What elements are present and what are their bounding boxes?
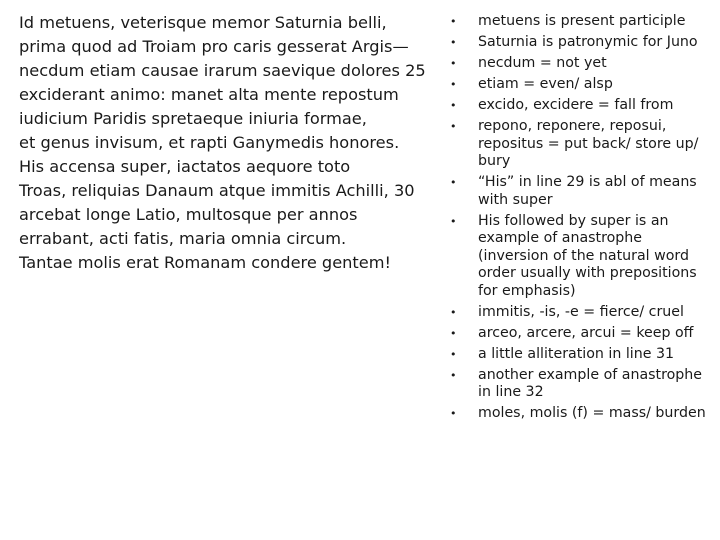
note-line: necdum = not yet (478, 55, 607, 71)
bullet-icon: • (450, 15, 457, 28)
bullet-icon: • (450, 99, 457, 112)
note-item (447, 325, 715, 343)
note-line: metuens is present participle (478, 13, 686, 29)
latin-line: iudicium Paridis spretaeque iniuria formae, (19, 109, 367, 128)
bullet-icon: • (450, 120, 457, 133)
latin-line: necdum etiam causae irarum saevique dolores 25 (19, 61, 426, 80)
latin-line: errabant, acti fatis, maria omnia circum. (19, 229, 347, 248)
note-item (447, 213, 715, 301)
note-line: repono, reponere, reposui, (478, 118, 667, 134)
note-item (447, 13, 715, 31)
note-line: example of anastrophe (478, 230, 643, 246)
latin-line: His accensa super, iactatos aequore toto (19, 157, 351, 176)
bullet-icon: • (450, 78, 457, 91)
note-line: with super (478, 191, 553, 208)
bullet-icon: • (450, 368, 457, 382)
note-item (447, 34, 715, 52)
note-line: arceo, arcere, arcui = keep off (478, 324, 694, 341)
bullet-icon: • (450, 36, 457, 49)
bullet-icon: • (450, 407, 457, 420)
notes-list (447, 13, 715, 426)
latin-line: Troas, reliquias Danaum atque immitis Achilli, 30 (19, 181, 415, 200)
note-line: another example of anastrophe (478, 366, 703, 383)
bullet-icon: • (450, 347, 457, 361)
bullet-icon: • (450, 57, 457, 70)
note-item (447, 55, 715, 73)
bullet-icon: • (450, 214, 457, 228)
latin-passage (19, 11, 426, 275)
note-item (447, 346, 715, 364)
note-line: in line 32 (478, 384, 544, 400)
latin-line: Id metuens, veterisque memor Saturnia belli, (19, 13, 387, 32)
note-item (447, 405, 715, 423)
bullet-icon: • (450, 326, 457, 340)
note-line: bury (478, 153, 511, 169)
latin-line: Tantae molis erat Romanam condere gentem! (19, 253, 391, 272)
latin-line: arcebat longe Latio, multosque per annos (19, 205, 358, 224)
note-line: order usually with prepositions (478, 265, 697, 281)
note-line: Saturnia is patronymic for Juno (478, 34, 698, 50)
note-line: immitis, -is, -e = fierce/ cruel (478, 303, 684, 320)
note-line: etiam = even/ alsp (478, 76, 613, 92)
latin-line: exciderant animo: manet alta mente repostum (19, 85, 399, 104)
note-item (447, 367, 715, 402)
note-line: moles, molis (f) = mass/ burden (478, 405, 706, 421)
latin-line: et genus invisum, et rapti Ganymedis honores. (19, 133, 400, 152)
note-line: His followed by super is an (478, 212, 669, 229)
note-item (447, 97, 715, 115)
note-line: (inversion of the natural word (478, 247, 690, 264)
note-line: repositus = put back/ store up/ (478, 135, 699, 152)
note-line: for emphasis) (478, 282, 576, 299)
latin-line: prima quod ad Troiam pro caris gesserat Argis— (19, 37, 409, 56)
note-line: “His” in line 29 is abl of means (478, 174, 697, 190)
bullet-icon: • (450, 176, 457, 189)
note-item (447, 118, 715, 171)
note-item (447, 76, 715, 94)
note-item (447, 304, 715, 322)
note-line: excido, excidere = fall from (478, 97, 674, 113)
bullet-icon: • (450, 305, 457, 319)
note-line: a little alliteration in line 31 (478, 345, 675, 362)
note-item (447, 174, 715, 209)
